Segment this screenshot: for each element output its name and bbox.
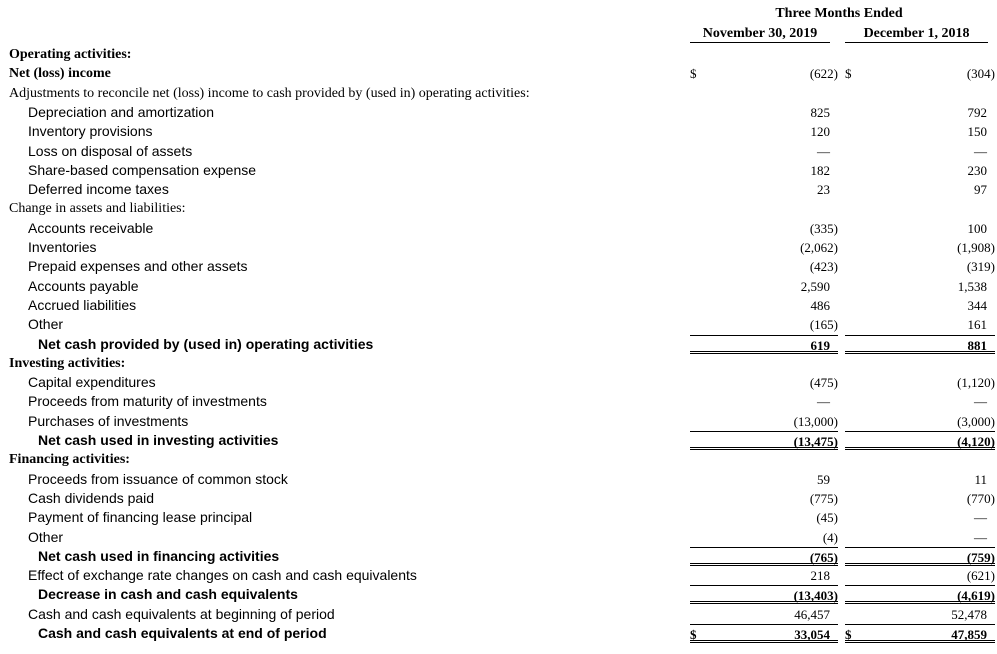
value-cell-prior [845,238,995,257]
value-cell-prior [845,470,995,489]
value-cell-current [690,64,838,83]
value-cell-prior [845,528,995,547]
amount: 182 [810,162,830,178]
value-cell-current [690,84,838,103]
row-label: Net cash provided by (used in) operating activities [38,335,374,352]
row-label: Operating activities: [9,47,132,62]
row-label: Purchases of investments [28,412,189,429]
row-label: Adjustments to reconcile net (loss) income to cash provided by (used in) operating activities: [9,85,530,101]
amount: (621) [966,568,995,584]
table-row [0,335,997,354]
table-row [0,64,997,83]
amount: 344 [967,297,987,313]
amount: 218 [810,568,830,584]
value-cell-current [690,566,838,585]
table-row [0,45,997,64]
amount: (1,908) [957,240,995,255]
row-label: Share-based compensation expense [28,161,257,178]
amount: 33,054 [794,627,830,642]
value-cell-prior [845,450,995,469]
amount: 23 [817,182,830,198]
row-label: Net cash used in financing activities [38,547,280,564]
table-row [0,84,997,103]
row-label: Other [28,316,64,333]
amount: — [974,510,987,526]
amount: 161 [967,317,987,333]
currency-symbol: $ [845,627,852,642]
row-label: Cash and cash equivalents at beginning of period [28,605,335,622]
value-cell-prior [845,566,995,585]
table-row [0,508,997,527]
amount: (335) [809,220,838,236]
row-label: Prepaid expenses and other assets [28,258,248,275]
value-cell-prior [845,335,995,354]
currency-symbol: $ [690,627,697,642]
value-cell-prior [845,199,995,218]
value-cell-prior [845,64,995,83]
currency-symbol: $ [690,66,697,82]
row-label: Net cash used in investing activities [38,432,279,448]
value-cell-prior [845,277,995,296]
value-cell-current [690,354,838,373]
row-label: Financing activities: [9,452,130,468]
table-row [0,103,997,122]
column-header-prior: December 1, 2018 [845,25,988,43]
amount: (759) [966,549,995,565]
value-cell-prior [845,45,995,64]
row-label: Accounts receivable [28,219,154,236]
value-cell-current [690,219,838,238]
value-cell-prior [845,315,995,334]
row-label: Depreciation and amortization [28,103,214,120]
amount: (4,120) [957,434,995,449]
table-row [0,219,997,238]
amount: (423) [809,259,838,275]
value-cell-prior [845,605,995,624]
table-row [0,315,997,334]
value-cell-current [690,392,838,411]
amount: 1,538 [957,278,987,294]
table-row [0,238,997,257]
value-cell-current [690,585,838,604]
value-cell-current [690,450,838,469]
amount: — [974,529,987,545]
value-cell-prior [845,103,995,122]
amount: (45) [816,510,838,526]
amount: (13,000) [793,413,838,429]
amount: (4,619) [957,588,995,604]
amount: 825 [810,104,830,120]
table-row [0,412,997,431]
amount: 47,859 [951,627,987,642]
value-cell-current [690,508,838,527]
row-label: Inventories [28,239,97,255]
row-label: Capital expenditures [28,374,156,391]
row-label: Cash dividends paid [28,489,155,506]
value-cell-prior [845,122,995,141]
row-label: Payment of financing lease principal [28,509,253,526]
value-cell-prior [845,161,995,180]
row-label: Inventory provisions [28,123,153,140]
value-cell-prior [845,257,995,276]
row-label: Proceeds from issuance of common stock [28,470,288,487]
table-row [0,566,997,585]
value-cell-prior [845,180,995,199]
amount: (775) [809,490,838,506]
table-row [0,277,997,296]
value-cell-current [690,238,838,257]
value-cell-prior [845,431,995,450]
amount: 97 [974,182,987,198]
table-row [0,354,997,373]
value-cell-current [690,373,838,392]
amount: 881 [967,337,987,353]
amount: 486 [810,297,830,313]
value-cell-current [690,142,838,161]
table-row [0,122,997,141]
value-cell-current [690,296,838,315]
value-cell-current [690,528,838,547]
currency-symbol: $ [845,66,852,82]
value-cell-prior [845,142,995,161]
row-label: Effect of exchange rate changes on cash and cash equivalents [28,567,417,584]
value-cell-prior [845,296,995,315]
column-header-current: November 30, 2019 [690,25,830,43]
amount: 150 [967,124,987,140]
table-row [0,180,997,199]
value-cell-prior [845,547,995,566]
amount: 100 [967,220,987,236]
amount: — [817,143,830,159]
value-cell-current [690,199,838,218]
amount: (765) [809,549,838,565]
amount: (2,062) [800,240,838,255]
amount: 120 [810,124,830,140]
amount: (13,475) [793,434,838,449]
value-cell-current [690,180,838,199]
table-row [0,392,997,411]
row-label: Proceeds from maturity of investments [28,393,267,410]
table-row [0,161,997,180]
amount: 230 [967,162,987,178]
value-cell-current [690,547,838,566]
table-row [0,450,997,469]
value-cell-current [690,624,838,643]
amount: 2,590 [800,278,830,294]
row-label: Accounts payable [28,277,139,294]
value-cell-current [690,103,838,122]
amount: (319) [966,259,995,275]
table-row [0,605,997,624]
amount: 46,457 [794,606,830,622]
amount: (1,120) [957,375,995,391]
value-cell-current [690,277,838,296]
row-label: Net (loss) income [9,66,111,82]
amount: (304) [966,66,995,82]
table-row [0,547,997,566]
value-cell-current [690,161,838,180]
table-row [0,624,997,643]
period-header: Three Months Ended [775,6,903,21]
amount: 52,478 [951,606,987,622]
value-cell-current [690,122,838,141]
row-label: Cash and cash equivalents at end of period [38,625,327,641]
value-cell-prior [845,84,995,103]
value-cell-prior [845,585,995,604]
value-cell-prior [845,624,995,643]
row-label: Deferred income taxes [28,181,169,198]
amount: 792 [967,104,987,120]
value-cell-prior [845,412,995,431]
amount: 59 [817,471,830,487]
value-cell-prior [845,489,995,508]
table-row [0,199,997,218]
amount: 11 [974,471,987,487]
table-row [0,142,997,161]
table-row [0,373,997,392]
value-cell-current [690,335,838,354]
value-cell-current [690,605,838,624]
value-cell-current [690,257,838,276]
value-cell-current [690,470,838,489]
row-label: Decrease in cash and cash equivalents [38,586,298,603]
table-row [0,257,997,276]
amount: (622) [809,66,838,82]
amount: — [817,394,830,410]
value-cell-prior [845,373,995,392]
amount: (4) [822,529,838,545]
table-row [0,470,997,489]
value-cell-current [690,315,838,334]
table-row [0,489,997,508]
value-cell-current [690,45,838,64]
table-row [0,585,997,604]
value-cell-current [690,431,838,450]
amount: (165) [809,317,838,333]
value-cell-prior [845,354,995,373]
amount: (3,000) [957,413,995,429]
row-label: Change in assets and liabilities: [9,201,186,217]
amount: 619 [810,337,830,353]
row-label: Loss on disposal of assets [28,142,193,159]
table-row [0,431,997,450]
amount: (475) [809,375,838,391]
row-label: Other [28,528,64,545]
amount: (770) [966,490,995,506]
value-cell-current [690,489,838,508]
table-row [0,528,997,547]
value-cell-prior [845,392,995,411]
value-cell-prior [845,219,995,238]
value-cell-prior [845,508,995,527]
value-cell-current [690,412,838,431]
amount: — [974,143,987,159]
row-label: Accrued liabilities [28,296,137,313]
table-row [0,296,997,315]
row-label: Investing activities: [9,355,126,371]
amount: (13,403) [793,588,838,604]
amount: — [974,394,987,410]
